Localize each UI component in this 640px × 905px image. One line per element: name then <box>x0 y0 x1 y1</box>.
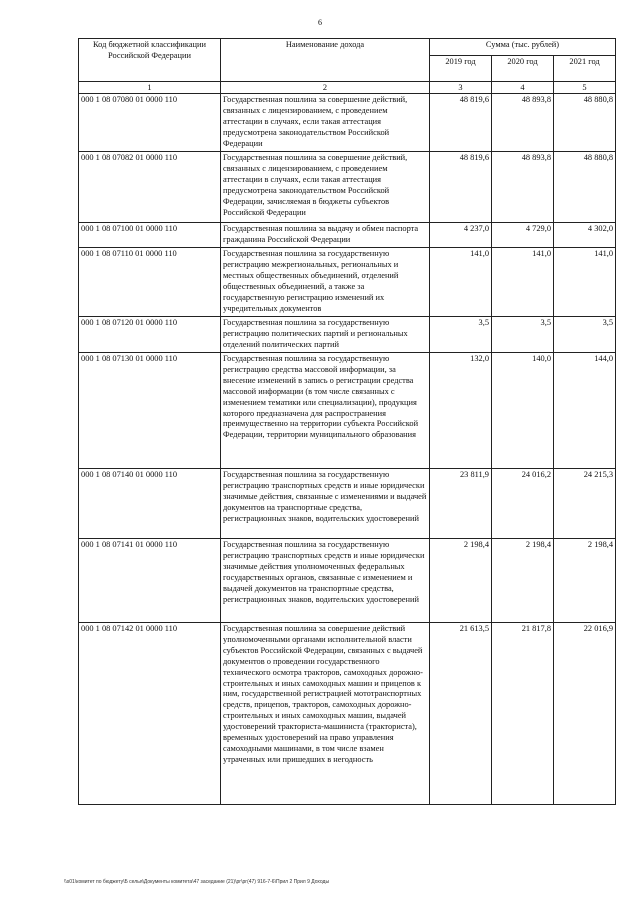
row-value-2019: 141,0 <box>430 248 492 317</box>
row-value-2020: 140,0 <box>492 353 554 469</box>
row-code: 000 1 08 07120 01 0000 110 <box>79 317 221 353</box>
footer-file-path: \\s01\комитет по бюджету\Б селья\Документы комитета\47 заседание (21)\рг\рг(47) 916-7-6\Прил 2 Прил 9 Доходы <box>64 879 330 885</box>
index-cell: 2 <box>221 82 430 94</box>
table-row <box>79 623 616 805</box>
header-year-2020: 2020 год <box>492 56 554 82</box>
row-value-2020: 2 198,4 <box>492 539 554 623</box>
row-name: Государственная пошлина за совершение действий, связанных с лицензированием, с проведением аттестации в случаях, если такая аттестация предусмотрена законодательством Российской Федерации, зачисляемая в бюджеты субъектов Российской Федерации <box>221 152 430 223</box>
table-row <box>79 223 616 248</box>
header-name: Наименование дохода <box>221 39 430 82</box>
row-value-2021: 22 016,9 <box>554 623 616 805</box>
row-value-2020: 24 016,2 <box>492 469 554 539</box>
index-cell: 5 <box>554 82 616 94</box>
row-name: Государственная пошлина за совершение действий уполномоченными органами исполнительной власти субъектов Российской Федерации, связанных с выдачей документов о проведении государственного технического осмотра тракторов, самоходных дорожно-строительных и иных самоходных машин и прицепов к ним, государственной регистрацией мототранспортных средств, прицепов, тракторов, самоходных дорожно-строительных и иных самоходных машин, выдачей удостоверений тракториста-машиниста (тракториста), временных удостоверений на право управления самоходными машинами, в том числе взамен утраченных или пришедших в негодность <box>221 623 430 805</box>
row-value-2021: 48 880,8 <box>554 152 616 223</box>
table-row <box>79 248 616 317</box>
row-value-2020: 48 893,8 <box>492 152 554 223</box>
index-cell: 1 <box>79 82 221 94</box>
row-name: Государственная пошлина за государственную регистрацию политических партий и региональных отделений политических партий <box>221 317 430 353</box>
row-value-2021: 144,0 <box>554 353 616 469</box>
row-name: Государственная пошлина за государственную регистрацию транспортных средств и иные юридически значимые действия, связанные с изменениями и выдачей документов на транспортные средства, регистрационных знаков, водительских удостоверений <box>221 469 430 539</box>
row-value-2020: 3,5 <box>492 317 554 353</box>
row-name: Государственная пошлина за государственную регистрацию транспортных средств и иные юридически значимые действия уполномоченных федеральных государственных органов, связанные с изменением и выдачей документов на транспортные средства, регистрационных знаков, водительских удостоверений <box>221 539 430 623</box>
table-row <box>79 469 616 539</box>
row-code: 000 1 08 07142 01 0000 110 <box>79 623 221 805</box>
row-value-2019: 48 819,6 <box>430 94 492 152</box>
page-number: 6 <box>318 18 322 27</box>
row-value-2020: 21 817,8 <box>492 623 554 805</box>
row-value-2021: 141,0 <box>554 248 616 317</box>
row-value-2019: 48 819,6 <box>430 152 492 223</box>
header-code: Код бюджетной классификации Российской Федерации <box>79 39 221 82</box>
row-code: 000 1 08 07082 01 0000 110 <box>79 152 221 223</box>
row-value-2019: 4 237,0 <box>430 223 492 248</box>
revenue-table <box>78 38 616 805</box>
row-value-2019: 3,5 <box>430 317 492 353</box>
header-year-2021: 2021 год <box>554 56 616 82</box>
row-value-2020: 141,0 <box>492 248 554 317</box>
row-value-2019: 132,0 <box>430 353 492 469</box>
row-value-2019: 2 198,4 <box>430 539 492 623</box>
row-code: 000 1 08 07130 01 0000 110 <box>79 353 221 469</box>
index-cell: 4 <box>492 82 554 94</box>
table-row <box>79 539 616 623</box>
table-row <box>79 317 616 353</box>
header-year-2019: 2019 год <box>430 56 492 82</box>
row-value-2021: 48 880,8 <box>554 94 616 152</box>
row-name: Государственная пошлина за государственную регистрацию средства массовой информации, за внесение изменений в запись о регистрации средства массовой информации (в том числе связанных с изменением тематики или специализации), продукция которого предназначена для распространения преимущественно на территории субъекта Российской Федерации, территории муниципального образования <box>221 353 430 469</box>
row-value-2020: 4 729,0 <box>492 223 554 248</box>
index-cell: 3 <box>430 82 492 94</box>
row-code: 000 1 08 07140 01 0000 110 <box>79 469 221 539</box>
row-code: 000 1 08 07110 01 0000 110 <box>79 248 221 317</box>
row-code: 000 1 08 07080 01 0000 110 <box>79 94 221 152</box>
row-value-2021: 2 198,4 <box>554 539 616 623</box>
row-value-2019: 23 811,9 <box>430 469 492 539</box>
row-name: Государственная пошлина за государственную регистрацию межрегиональных, региональных и местных общественных объединений, отделений общественных объединений, а также за государственную регистрацию изменений их учредительных документов <box>221 248 430 317</box>
row-value-2020: 48 893,8 <box>492 94 554 152</box>
row-value-2021: 4 302,0 <box>554 223 616 248</box>
table-row <box>79 353 616 469</box>
row-name: Государственная пошлина за выдачу и обмен паспорта гражданина Российской Федерации <box>221 223 430 248</box>
table-row <box>79 152 616 223</box>
row-value-2019: 21 613,5 <box>430 623 492 805</box>
header-sum: Сумма (тыс. рублей) <box>430 39 616 56</box>
row-value-2021: 24 215,3 <box>554 469 616 539</box>
row-code: 000 1 08 07141 01 0000 110 <box>79 539 221 623</box>
row-code: 000 1 08 07100 01 0000 110 <box>79 223 221 248</box>
row-name: Государственная пошлина за совершение действий, связанных с лицензированием, с проведением аттестации в случаях, если такая аттестация предусмотрена законодательством Российской Федерации <box>221 94 430 152</box>
row-value-2021: 3,5 <box>554 317 616 353</box>
table-row <box>79 94 616 152</box>
